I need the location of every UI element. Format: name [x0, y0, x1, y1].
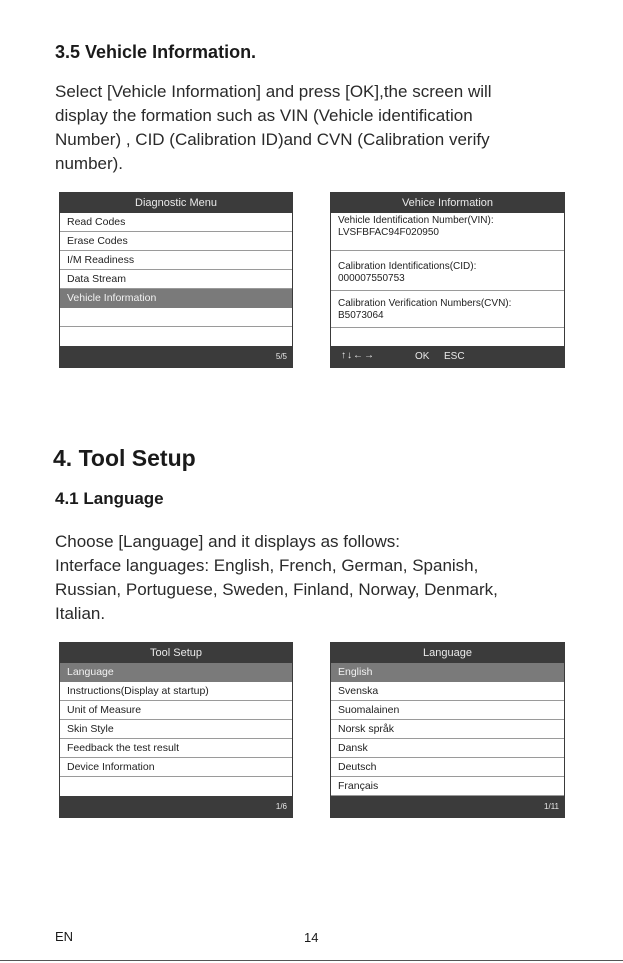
screen-title: Tool Setup [60, 643, 292, 663]
body-line: display the formation such as VIN (Vehicle identification [55, 106, 473, 125]
menu-item-feedback: Feedback the test result [60, 739, 292, 758]
language-item-svenska: Svenska [331, 682, 564, 701]
screen-footer [331, 346, 564, 367]
menu-item-vehicle-information: Vehicle Information [60, 289, 292, 308]
menu-item-unit-of-measure: Unit of Measure [60, 701, 292, 720]
chapter-heading: 4. Tool Setup [53, 445, 196, 471]
cid-label: Calibration Identifications(CID): [338, 261, 477, 272]
footer-language: EN [55, 929, 74, 944]
vin-block [331, 213, 564, 251]
language-item-francais: Français [331, 777, 564, 796]
screen-footer [60, 796, 292, 817]
vin-label: Vehicle Identification Number(VIN): [338, 215, 494, 226]
vehicle-info-screen [330, 192, 565, 368]
menu-item-instructions: Instructions(Display at startup) [60, 682, 292, 701]
page-indicator: 1/11 [544, 802, 559, 811]
menu-item-device-information: Device Information [60, 758, 292, 777]
body-line: Interface languages: English, French, German, Spanish, [55, 556, 479, 575]
screen-title: Vehice Information [331, 193, 564, 213]
screen-title: Diagnostic Menu [60, 193, 292, 213]
menu-item-erase-codes: Erase Codes [60, 232, 292, 251]
menu-blank-row [60, 308, 292, 327]
menu-item-read-codes: Read Codes [60, 213, 292, 232]
diagnostic-menu-screen [59, 192, 293, 368]
ok-key-label: OK [415, 351, 430, 362]
body-line: Choose [Language] and it displays as follows: [55, 532, 400, 551]
page-indicator: 1/6 [275, 802, 287, 811]
tool-setup-screen [59, 642, 293, 818]
section-body [55, 80, 575, 176]
cvn-block [331, 291, 564, 328]
screen-footer [60, 346, 292, 367]
body-line: Russian, Portuguese, Sweden, Finland, Norway, Denmark, [55, 580, 498, 599]
chapter-body [55, 530, 575, 626]
screen-footer [331, 796, 564, 817]
language-screen [330, 642, 565, 818]
menu-item-skin-style: Skin Style [60, 720, 292, 739]
screen-title: Language [331, 643, 564, 663]
menu-item-data-stream: Data Stream [60, 270, 292, 289]
language-item-suomalainen: Suomalainen [331, 701, 564, 720]
language-item-dansk: Dansk [331, 739, 564, 758]
cid-block [331, 251, 564, 291]
body-line: Number) , CID (Calibration ID)and CVN (Calibration verify [55, 130, 490, 149]
body-line: number). [55, 154, 124, 173]
menu-item-language: Language [60, 663, 292, 682]
body-line: Select [Vehicle Information] and press [OK],the screen will [55, 82, 492, 101]
page-number: 14 [304, 930, 319, 945]
sub-heading: 4.1 Language [55, 489, 164, 508]
cvn-label: Calibration Verification Numbers(CVN): [338, 298, 512, 309]
cvn-value: B5073064 [338, 310, 384, 321]
body-line: Italian. [55, 604, 106, 623]
language-item-norsk: Norsk språk [331, 720, 564, 739]
menu-item-im-readiness: I/M Readiness [60, 251, 292, 270]
language-item-deutsch: Deutsch [331, 758, 564, 777]
esc-key-label: ESC [444, 351, 465, 362]
arrow-keys-icon: ↑↓←→ [341, 350, 375, 361]
page-indicator: 5/5 [275, 352, 287, 361]
language-item-english: English [331, 663, 564, 682]
cid-value: 000007550753 [338, 273, 405, 284]
footer-rule [0, 960, 623, 961]
vin-value: LVSFBFAC94F020950 [338, 227, 439, 238]
section-heading: 3.5 Vehicle Information. [55, 42, 257, 62]
